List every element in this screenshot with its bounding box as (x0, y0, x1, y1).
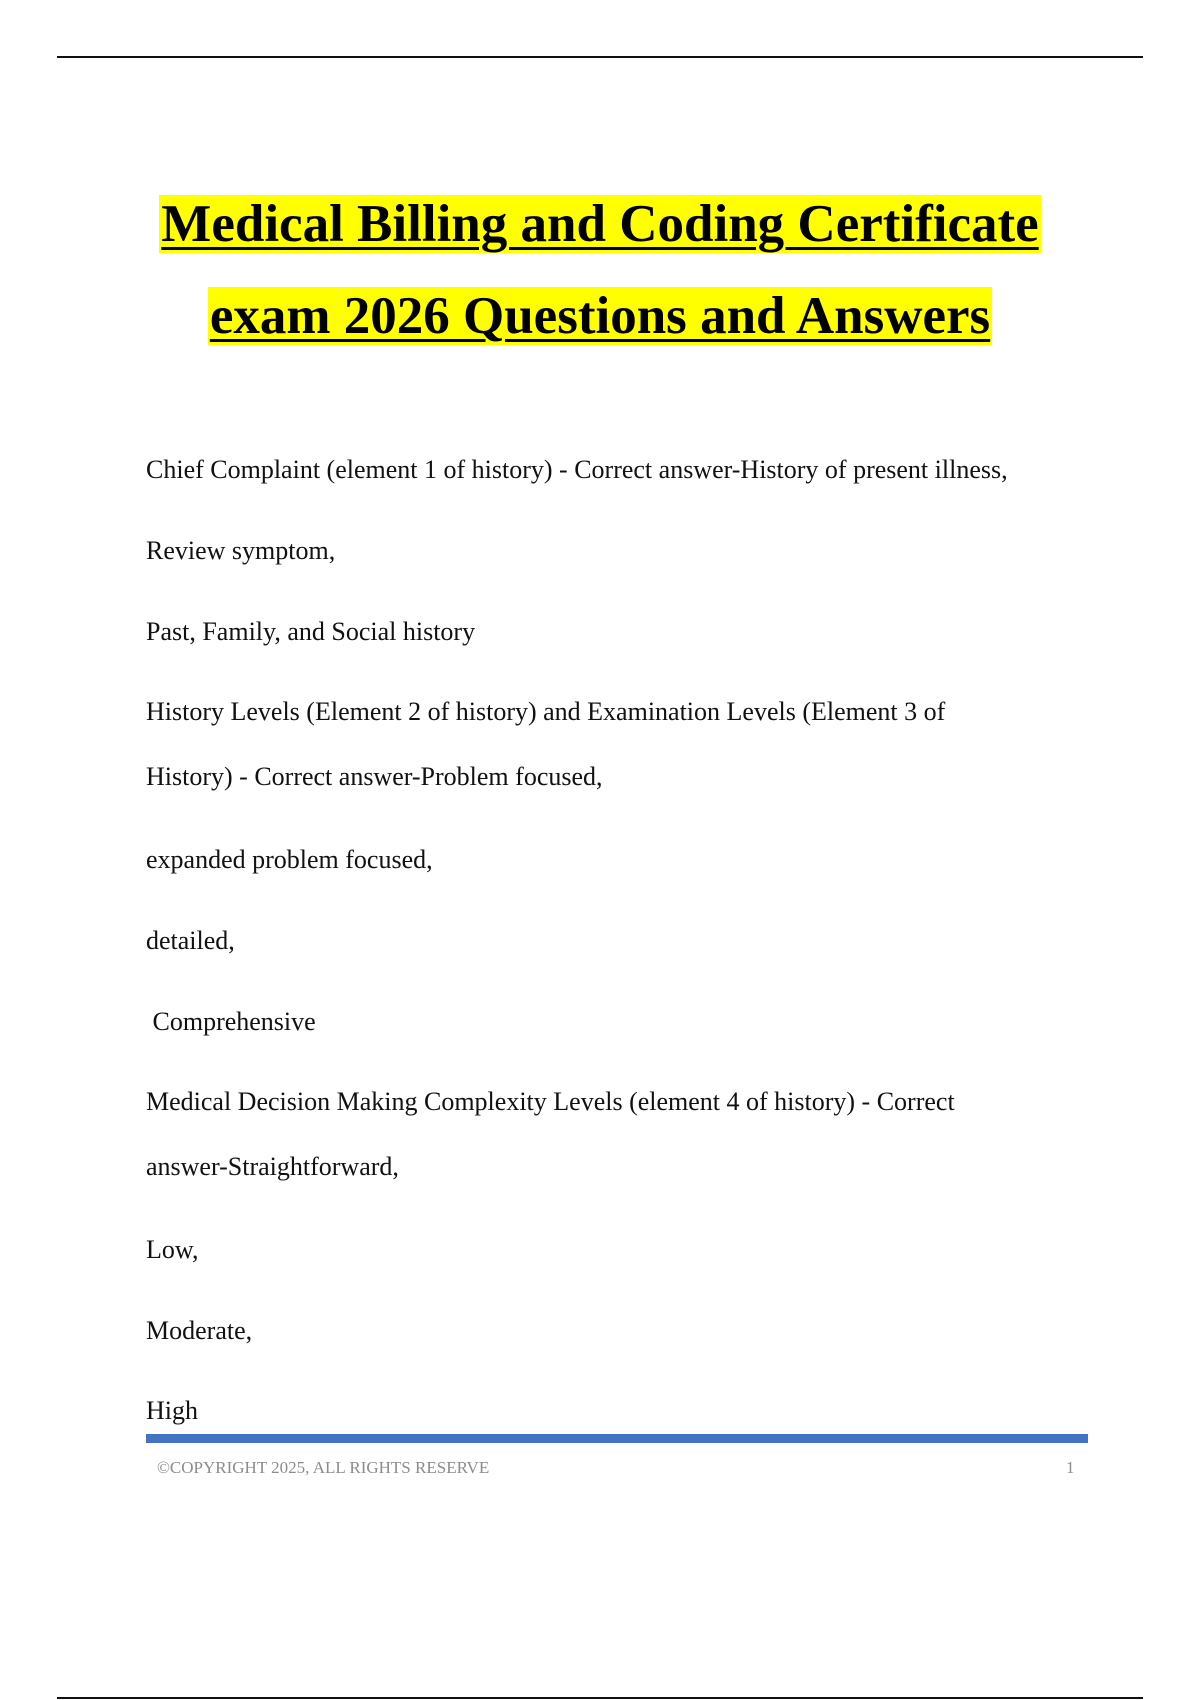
title-text-1: Medical Billing and Coding Certificate (161, 195, 1039, 253)
title-text-2: exam 2026 Questions and Answers (209, 287, 991, 345)
body-line-chief-complaint: Chief Complaint (element 1 of history) - Correct answer-History of present illness, (146, 455, 1008, 484)
body-line-detailed: detailed, (146, 926, 235, 955)
body-line-moderate: Moderate, (146, 1316, 253, 1345)
body-line-low: Low, (146, 1235, 199, 1264)
body-line-past-family-social: Past, Family, and Social history (146, 617, 476, 646)
body-line-expanded: expanded problem focused, (146, 845, 433, 874)
footer-copyright: ©COPYRIGHT 2025, ALL RIGHTS RESERVE (157, 1458, 490, 1477)
footer-bar (146, 1434, 1088, 1443)
body-line-history-levels: History Levels (Element 2 of history) and Examination Levels (Element 3 of (146, 697, 946, 726)
top-rule (57, 56, 1143, 58)
body-line-straightforward: answer-Straightforward, (146, 1152, 399, 1181)
body-line-review-symptom: Review symptom, (146, 536, 336, 565)
title-line-1 (0, 178, 1200, 270)
footer-page-number: 1 (1066, 1458, 1075, 1477)
document-title (0, 178, 1200, 362)
body-line-comprehensive: Comprehensive (146, 1007, 316, 1036)
body-line-history-answer: History) - Correct answer-Problem focused, (146, 762, 603, 791)
body-line-high: High (146, 1396, 198, 1425)
bottom-rule (57, 1697, 1143, 1699)
body-line-mdm-levels: Medical Decision Making Complexity Levels (element 4 of history) - Correct (146, 1087, 955, 1116)
title-line-2 (0, 270, 1200, 362)
